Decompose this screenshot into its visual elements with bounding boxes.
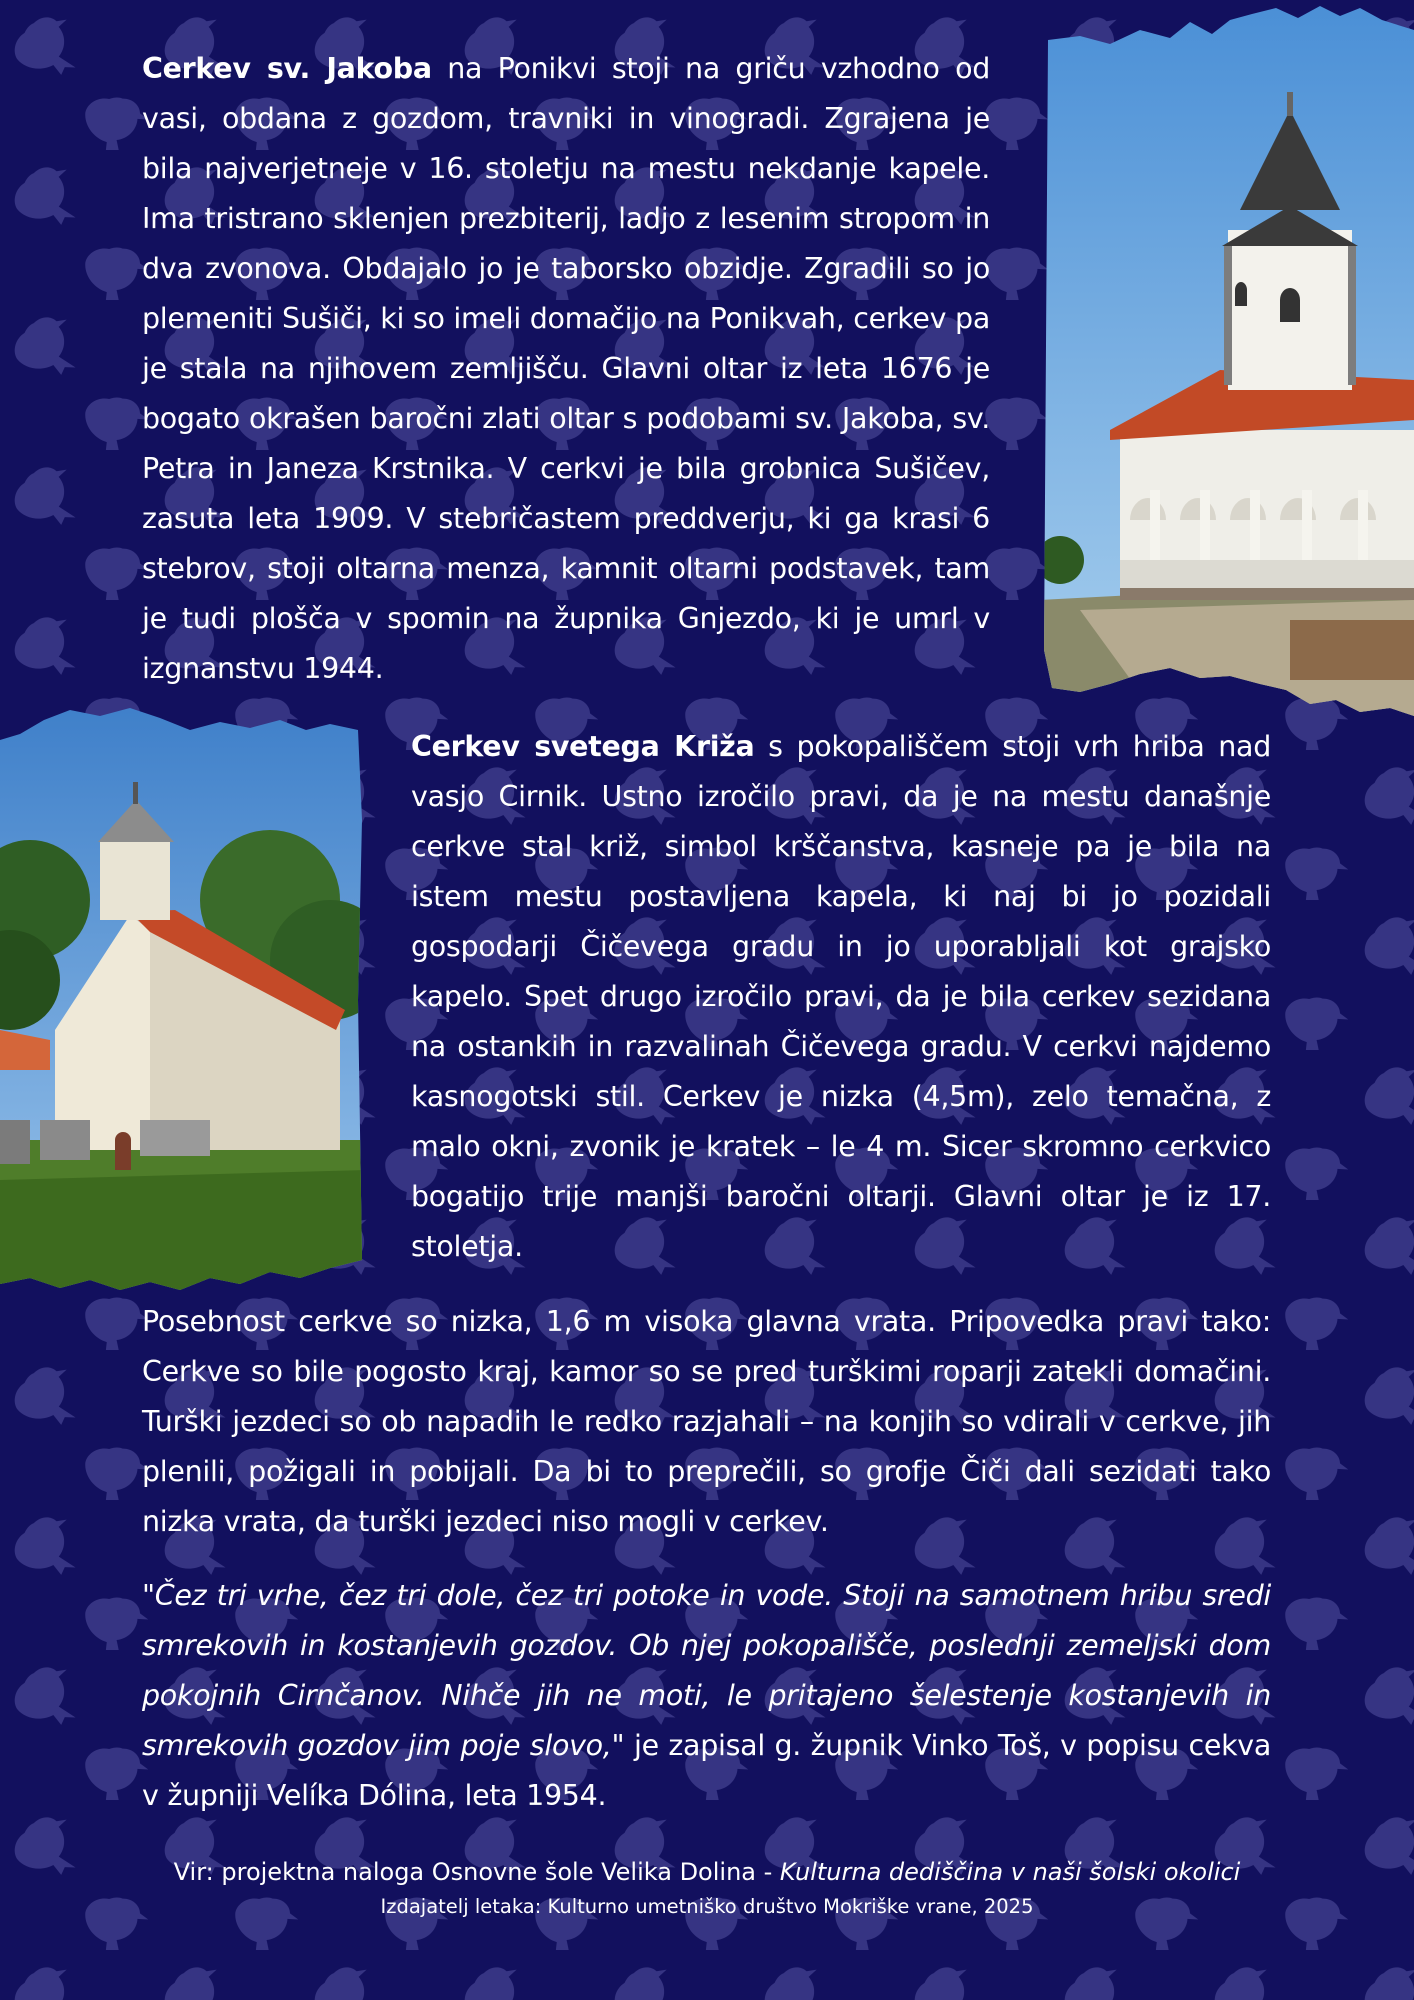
paragraph-st-james-title: Cerkev sv. Jakoba [142, 52, 432, 85]
paragraph-quote [142, 1571, 1271, 1821]
publisher-text: Izdajatelj letaka: Kulturno umetniško društvo Mokriške vrane, 2025 [380, 1895, 1034, 1918]
paragraph-holy-cross-title: Cerkev svetega Križa [411, 730, 755, 763]
church-st-james-photo [1040, 0, 1414, 720]
paragraph-st-james [142, 44, 990, 694]
paragraph-st-james-body: na Ponikvi stoji na griču vzhodno od vasi, obdana z gozdom, travniki in vinogradi. Zgrajena je bila najverjetneje v 16. stoletju na mestu nekdanje kapele. Ima tristrano sklenjen prezbiterij, ladjo z lesenim stropom in dva zvonova. Obdajalo jo je taborsko obzidje. Zgradili so jo plemeniti Sušiči, ki so imeli domačijo na Ponikvah, cerkev pa je stala na njihovem zemljišču. Glavni oltar iz leta 1676 je bogato okrašen baročni zlati oltar s podobami sv. Jakoba, sv. Petra in Janeza Krstnika. V cerkvi je bila grobnica Sušičev, zasuta leta 1909. V stebričastem preddverju, ki ga krasi 6 stebrov, stoji oltarna menza, kamnit oltarni podstavek, tam je tudi plošča v spomin na župnika Gnjezdo, ki je umrl v izgnanstvu 1944. [142, 52, 991, 685]
quote-attribution: je zapisal g. župnik Vinko Toš, v popisu cekva v župniji Velíka Dólina, leta 1954. [142, 1729, 1272, 1812]
paragraph-low-door [142, 1297, 1271, 1547]
source-prefix: Vir: projektna naloga Osnovne šole Velika Dolina - [173, 1858, 780, 1886]
source-title: Kulturna dediščina v naši šolski okolici [779, 1858, 1241, 1886]
publisher-line [0, 1893, 1414, 1921]
paragraph-holy-cross-body: s pokopališčem stoji vrh hriba nad vasjo Cirnik. Ustno izročilo pravi, da je na mestu današnje cerkve stal križ, simbol krščanstva, kasneje pa je bila na istem mestu postavljena kapela, ki naj bi jo pozidali gospodarji Čičevega gradu in jo uporabljali kot grajsko kapelo. Spet drugo izročilo pravi, da je bila cerkev sezidana na ostankih in razvalinah Čičevega gradu. V cerkvi najdemo kasnogotski stil. Cerkev je nizka (4,5m), zelo temačna, z malo okni, zvonik je kratek – le 4 m. Sicer skromno cerkvico bogatijo trije manjši baročni oltarji. Glavni oltar je iz 17. stoletja. [411, 730, 1271, 1263]
quote-text: "Čez tri vrhe, čez tri dole, čez tri potoke in vode. Stoji na samotnem hribu sredi smrekovih in kostanjevih gozdov. Ob njej pokopališče, poslednji zemeljski dom pokojnih Cirnčanov. Nihče jih ne moti, le pritajeno šelestenje kostanjevih in smrekovih gozdov jim poje slovo," [142, 1579, 1271, 1762]
source-line [0, 1855, 1414, 1889]
paragraph-low-door-body: Posebnost cerkve so nizka, 1,6 m visoka glavna vrata. Pripovedka pravi tako: Cerkve so bile pogosto kraj, kamor so se pred turškimi roparji zatekli domačini. Turški jezdeci so ob napadih le redko razjahali – na konjih so vdirali v cerkve, jih plenili, požigali in pobijali. Da bi to preprečili, so grofje Čiči dali sezidati tako nizka vrata, da turški jezdeci niso mogli v cerkev. [142, 1305, 1271, 1538]
paragraph-holy-cross [411, 722, 1271, 1272]
church-holy-cross-photo [0, 700, 365, 1300]
